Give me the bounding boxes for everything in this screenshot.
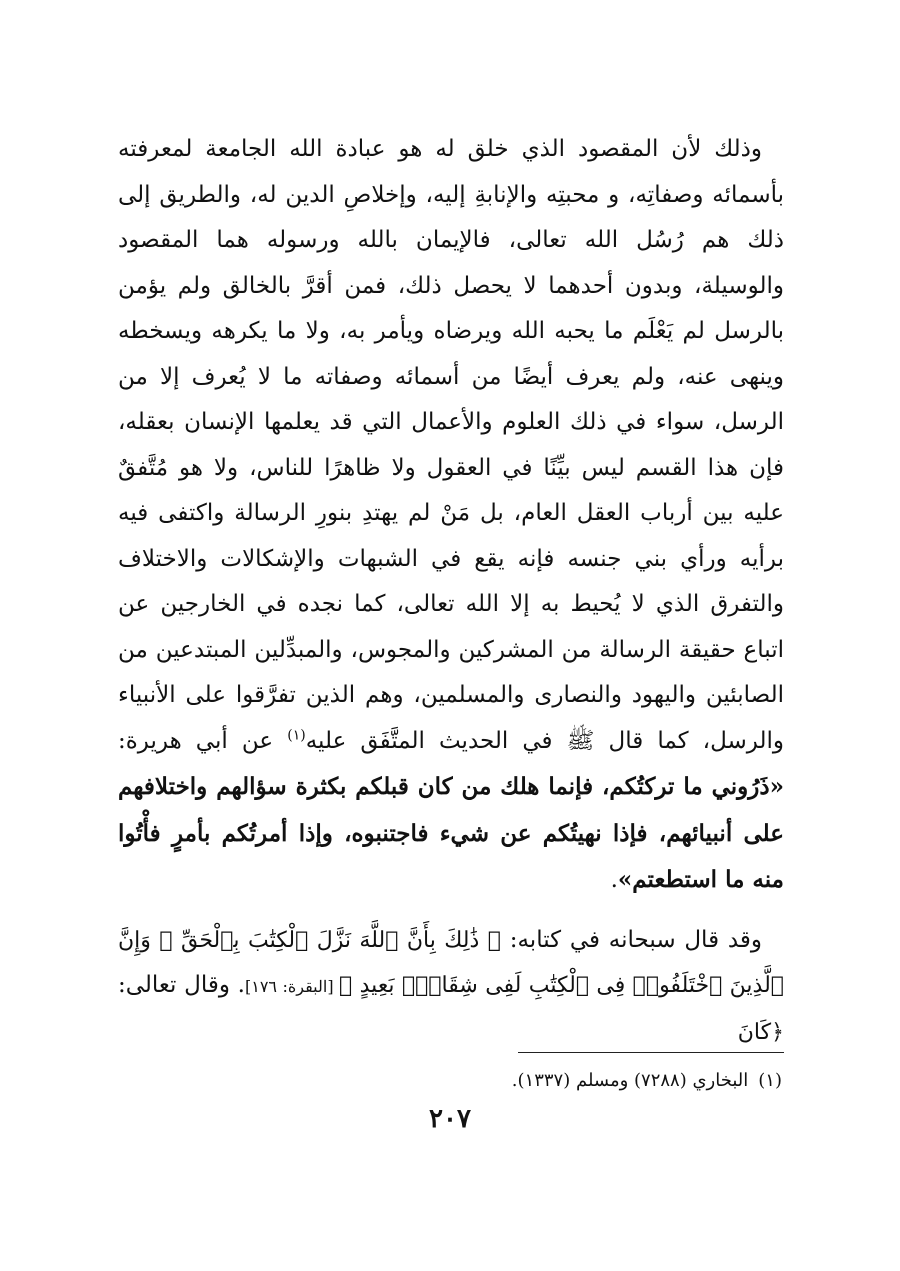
footnote-text: البخاري (٧٢٨٨) ومسلم (١٣٣٧). — [511, 1070, 749, 1091]
quran-verse-start: ﴿كَانَ — [737, 1019, 784, 1045]
footnote-number: (١) — [758, 1070, 782, 1091]
main-text-body — [118, 127, 784, 1055]
paragraph-1 — [118, 127, 784, 904]
paragraph-2 — [118, 918, 784, 1056]
footnote-reference-marker: (١) — [287, 726, 306, 743]
hadith-attribution: عن أبي هريرة: — [118, 727, 288, 754]
paragraph-2-continuation: . وقال تعالى: — [118, 972, 245, 998]
paragraph-1-end-punctuation: . — [610, 867, 618, 893]
page-number: ٢٠٧ — [429, 1104, 471, 1134]
paragraph-1-text: وذلك لأن المقصود الذي خلق له هو عبادة الله الجامعة لمعرفته بأسمائه وصفاتِه، و محبتِه والإنابةِ إليه، وإخلاصِ الدين له، والطريق إلى ذلك هم رُسُل الله تعالى، فالإيمان بالله ورسوله هما المقصود والوسيلة، وبدون أحدهما لا يحصل ذلك، فمن أقرَّ بالخالق ولم يؤمن بالرسل لم يَعْلَم ما يحبه الله ويرضاه ويأمر به، ولا ما يكرهه ويسخطه وينهى عنه، ولم يعرف أيضًا من أسمائه وصفاته ما لا يُعرف إلا من الرسل، سواء في ذلك العلوم والأعمال التي قد يعلمها الإنسان بعقله، فإن هذا القسم ليس بيِّنًا في العقول ولا ظاهرًا للناس، ولا هو مُتَّفقٌ عليه بين أرباب العقل العام، بل مَنْ لم يهتدِ بنورِ الرسالة واكتفى فيه برأيه ورأي بني جنسه فإنه يقع في الشبهات والإشكالات والاختلاف والتفرق الذي لا يُحيط به إلا الله تعالى، كما نجده في الخارجين عن اتباع حقيقة الرسالة من المشركين والمجوس، والمبدِّلين المبتدعين من الصابئين واليهود والنصارى والمسلمين، وهم الذين تفرَّقوا على الأنبياء والرسل، كما قال ﷺ في الحديث المتَّفَق عليه — [118, 136, 784, 754]
paragraph-2-intro: وقد قال سبحانه في كتابه: — [500, 926, 762, 953]
footnote — [512, 1066, 782, 1096]
hadith-quote: «ذَرُوني ما تركتُكم، فإنما هلك من كان قبلكم بكثرة سؤالهم واختلافهم على أنبيائهم، فإذا نهيتُكم عن شيء فاجتنبوه، وإذا أمرتُكم بأمرٍ فأْتُوا منه ما استطعتم» — [118, 773, 784, 893]
verse-reference: [البقرة: ١٧٦] — [244, 977, 340, 996]
footnote-divider — [518, 1052, 784, 1053]
quran-verse: ﴿ ذَٰلِكَ بِأَنَّ ٱللَّهَ نَزَّلَ ٱلْكِتَٰبَ بِٱلْحَقِّ ۗ وَإِنَّ ٱلَّذِينَ ٱخْتَلَفُوا۟ فِى ٱلْكِتَٰبِ لَفِى شِقَاقٍۭ بَعِيدٍ ﴾ — [118, 927, 784, 998]
